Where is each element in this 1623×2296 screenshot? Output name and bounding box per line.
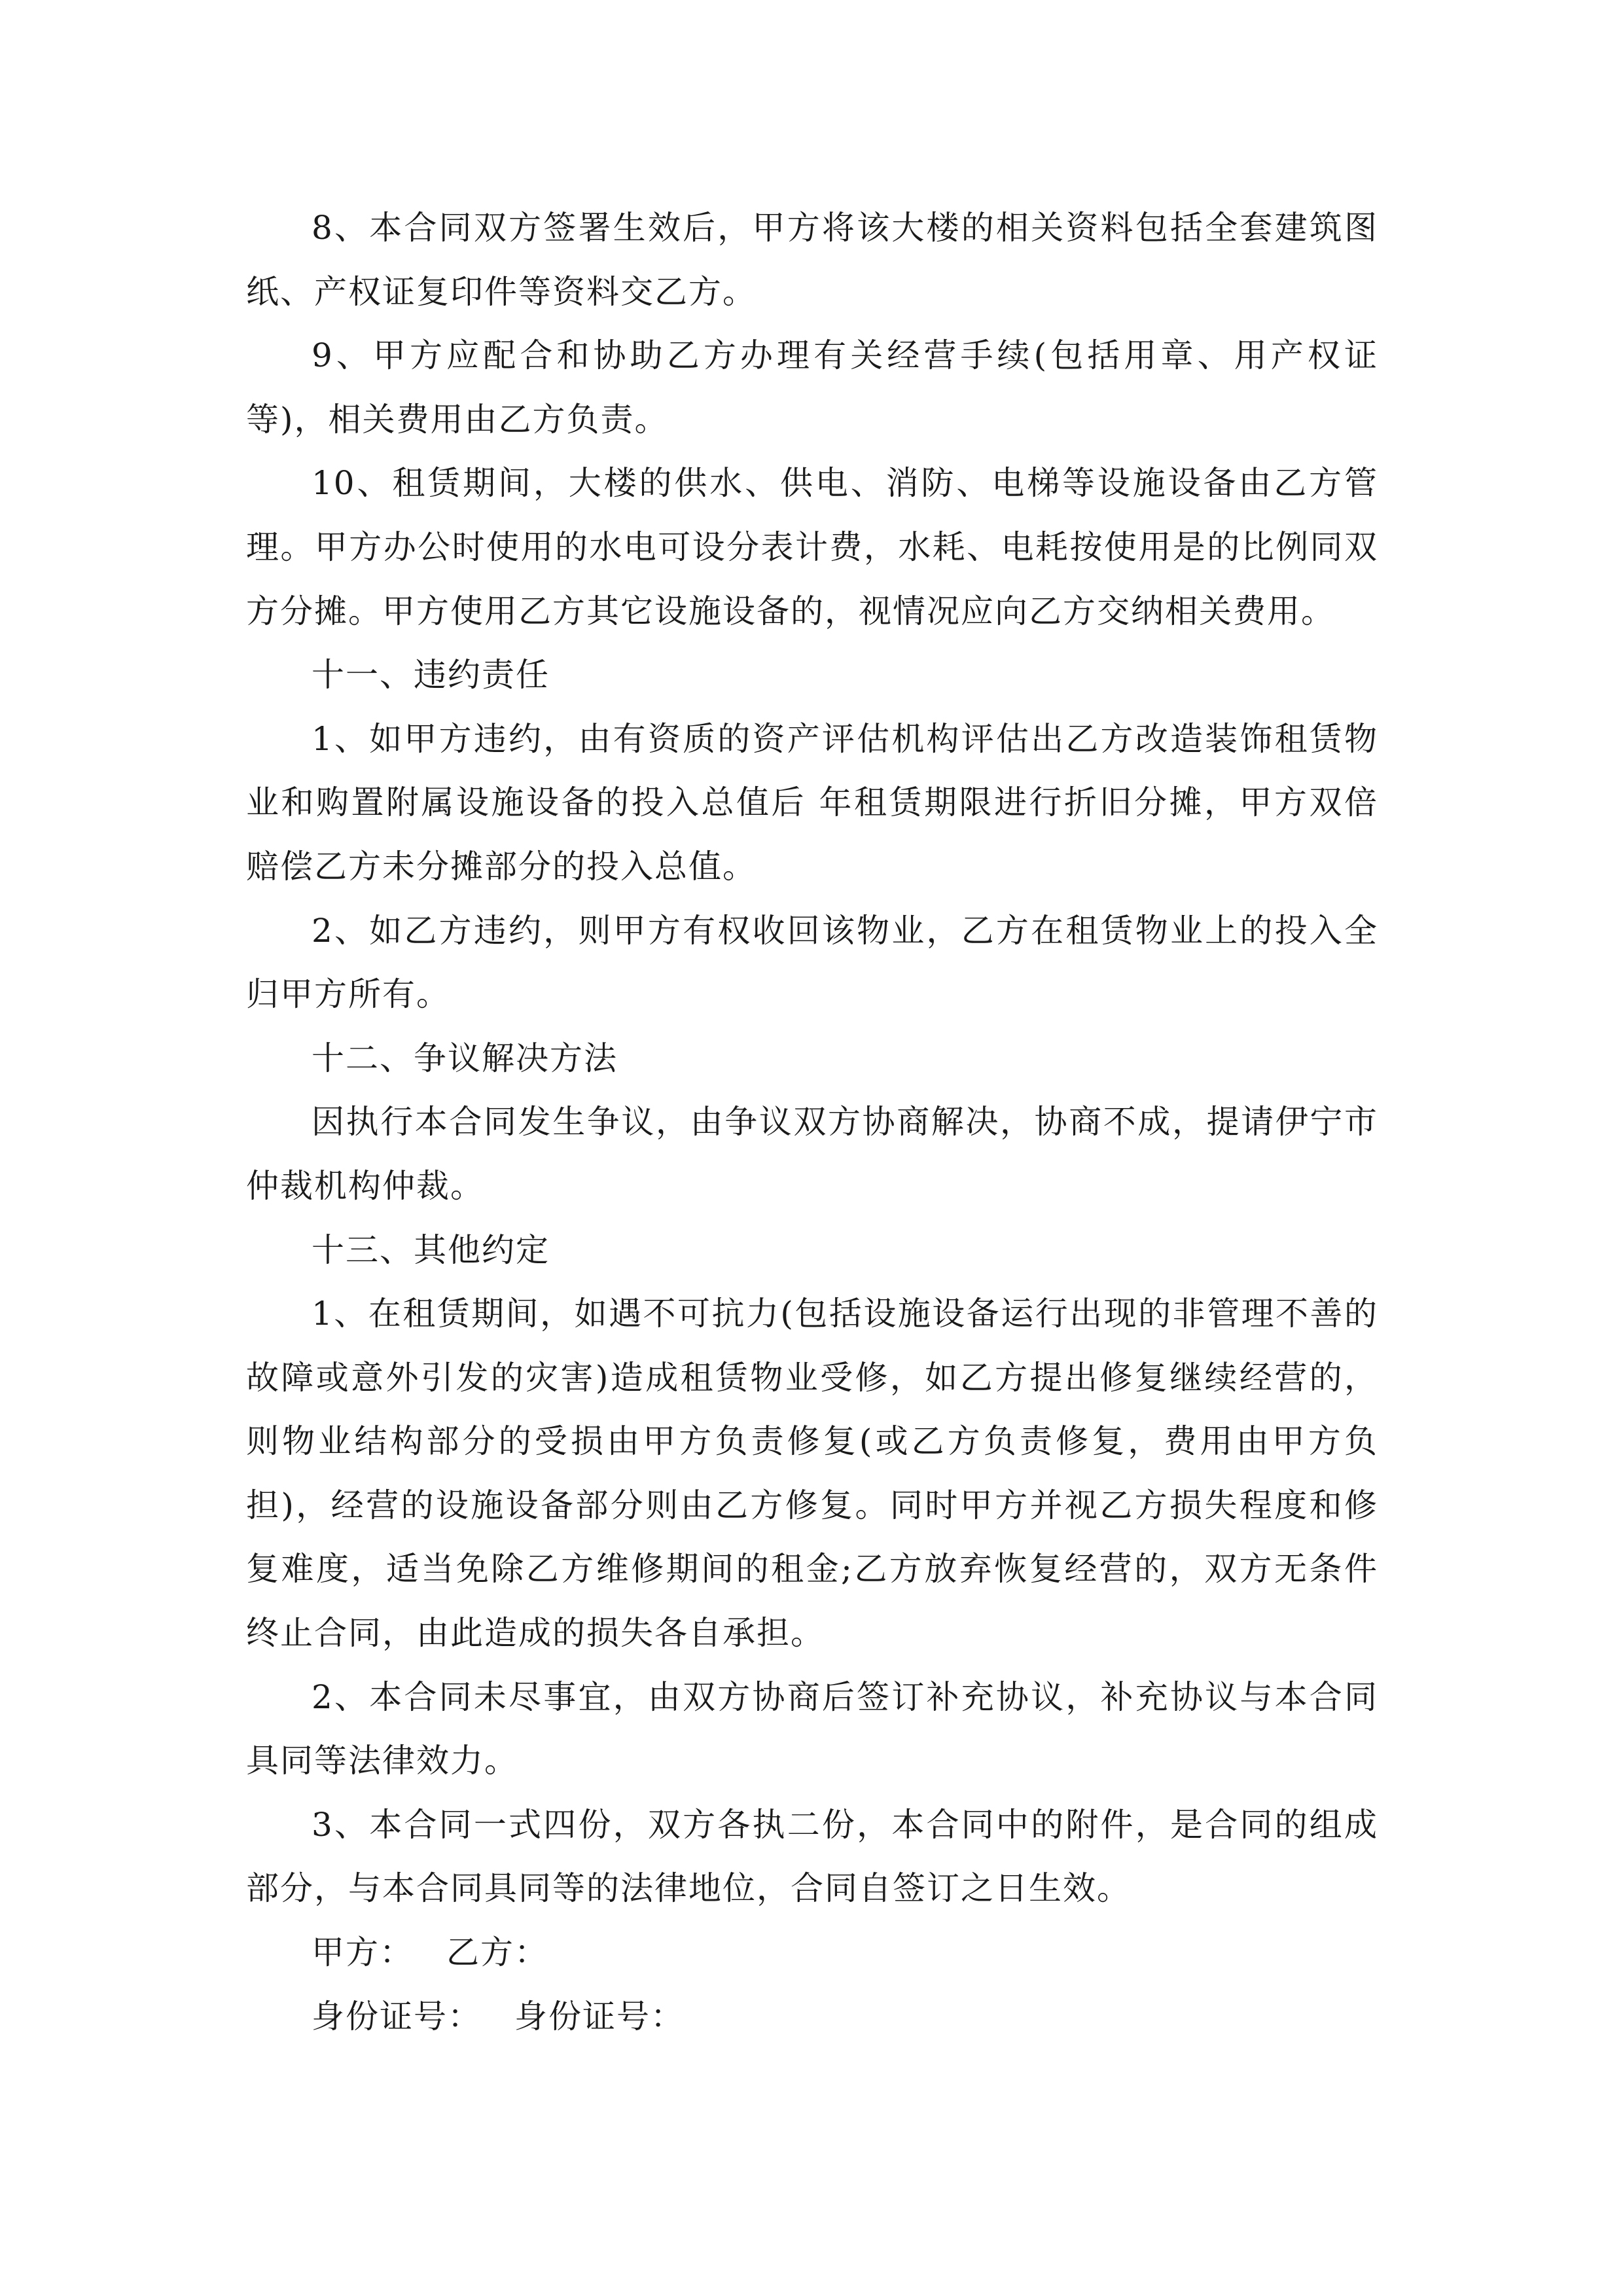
clause-8: 8、本合同双方签署生效后，甲方将该大楼的相关资料包括全套建筑图纸、产权证复印件等资料交乙方。 [246, 209, 1378, 311]
signature-id-line [246, 1985, 1378, 2049]
clause-9: 9、甲方应配合和协助乙方办理有关经营手续(包括用章、用产权证等)，相关费用由乙方负责。 [246, 336, 1378, 439]
section-13-heading: 十三、其他约定 [312, 1230, 550, 1269]
section-12-clause-1: 因执行本合同发生争议，由争议双方协商解决，协商不成，提请伊宁市仲裁机构仲裁。 [246, 1103, 1378, 1205]
document-body [246, 196, 1378, 2049]
section-13-clause-1: 1、在租赁期间，如遇不可抗力(包括设施设备运行出现的非管理不善的故障或意外引发的灾害)造成租赁物业受修，如乙方提出修复继续经营的，则物业结构部分的受损由甲方负责修复(或乙方负责修复，费用由甲方负担)，经营的设施设备部分则由乙方修复。同时甲方并视乙方损失程度和修复难度，适当免除乙方维修期间的租金;乙方放弃恢复经营的，双方无条件终止合同，由此造成的损失各自承担。 [246, 1295, 1378, 1653]
section-13-clause-3: 3、本合同一式四份，双方各执二份，本合同中的附件，是合同的组成部分，与本合同具同等的法律地位，合同自签订之日生效。 [246, 1805, 1378, 1908]
section-11-heading: 十一、违约责任 [312, 656, 550, 694]
clause-10: 10、租赁期间，大楼的供水、供电、消防、电梯等设施设备由乙方管理。甲方办公时使用的水电可设分表计费，水耗、电耗按使用是的比例同双方分摊。甲方使用乙方其它设施设备的，视情况应向乙方交纳相关费用。 [246, 464, 1378, 630]
section-13-clause-2: 2、本合同未尽事宜，由双方协商后签订补充协议，补充协议与本合同具同等法律效力。 [246, 1677, 1378, 1780]
section-12-heading: 十二、争议解决方法 [312, 1039, 618, 1077]
section-11-clause-1: 1、如甲方违约，由有资质的资产评估机构评估出乙方改造装饰租赁物业和购置附属设施设备的投入总值后 年租赁期限进行折旧分摊，甲方双倍赔偿乙方未分摊部分的投入总值。 [246, 719, 1378, 886]
section-11-clause-2: 2、如乙方违约，则甲方有权收回该物业，乙方在租赁物业上的投入全归甲方所有。 [246, 911, 1378, 1014]
id-a-label: 身份证号： [312, 1997, 482, 2036]
party-a-label: 甲方： [312, 1933, 414, 1972]
party-b-label: 乙方： [446, 1933, 548, 1972]
signature-party-line [246, 1921, 1378, 1985]
id-b-label: 身份证号： [514, 1997, 685, 2036]
